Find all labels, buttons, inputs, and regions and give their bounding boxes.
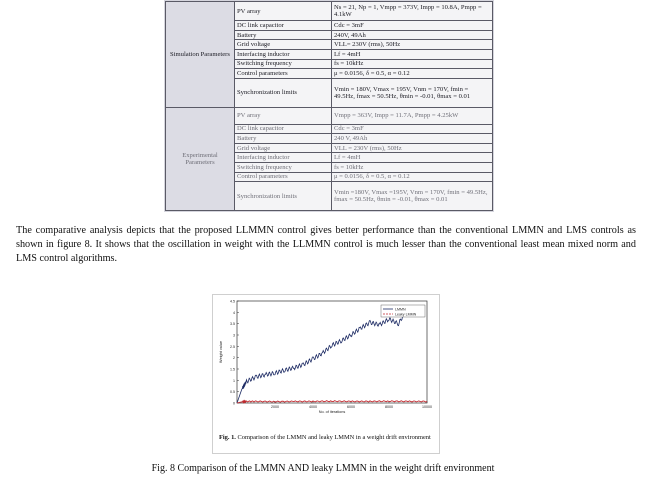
table-cell-value: Cdc = 3mF	[332, 124, 493, 134]
table-cell-value: Vmin = 180V, Vmax = 195V, Vnm = 170V, fmin = 49.5Hz, fmax = 50.5Hz, θmin = -0.01, θmax = 0.01	[332, 78, 493, 107]
y-tick-label: 1	[233, 378, 235, 383]
table-cell-value: 240V, 49Ah	[332, 30, 493, 40]
y-tick-label: 4.5	[230, 299, 235, 304]
body-paragraph: The comparative analysis depicts that the proposed LLMMN control gives better performance than the conventional LMMN and LMS controls as shown in figure 8. It shows that the oscillation in weight with the LLMMN control is much lesser than the conventional least mean mixed norm and LMS control algorithms.	[16, 225, 636, 265]
table-cell-label: Control parameters	[235, 172, 332, 182]
table-cell-label: Switching frequency	[235, 59, 332, 69]
table-group-label: Experimental Parameters	[166, 107, 235, 210]
table-cell-label: Synchronization limits	[235, 182, 332, 211]
table-cell-label: Grid voltage	[235, 143, 332, 153]
series-line-lmmn	[237, 307, 418, 403]
table-cell-value: Ns = 21, Np = 1, Vmpp = 373V, Impp = 10.8A, Pmpp = 4.1kW	[332, 2, 493, 21]
weight-drift-chart	[213, 295, 441, 435]
table-cell-label: Synchronization limits	[235, 78, 332, 107]
table-cell-label: Battery	[235, 30, 332, 40]
table-cell-value: VLL= 230V (rms), 50Hz	[332, 40, 493, 50]
legend-label: LMMN	[395, 307, 406, 312]
table-cell-value: μ = 0.0156, δ = 0.5, α = 0.12	[332, 172, 493, 182]
table-cell-label: Switching frequency	[235, 162, 332, 172]
table-cell-label: PV array	[235, 107, 332, 124]
table-row	[166, 2, 493, 21]
table-cell-value: Vmin =180V, Vmax =195V, Vnm = 170V, fmin = 49.5Hz, fmax = 50.5Hz, θmin = -0.01, θmax = 0.01	[332, 182, 493, 211]
table-cell-value: fs = 10kHz	[332, 162, 493, 172]
y-tick-label: 0.5	[230, 390, 235, 395]
y-tick-label: 1.5	[230, 367, 235, 372]
table-cell-value: fs = 10kHz	[332, 59, 493, 69]
y-tick-label: 3.5	[230, 322, 235, 327]
figure-caption: Fig. 8 Comparison of the LMMN AND leaky LMMN in the weight drift environment	[151, 463, 495, 474]
table-cell-value: VLL = 230V (rms), 50Hz	[332, 143, 493, 153]
x-tick-label: 6000	[347, 405, 355, 409]
table-cell-value: Lf = 4mH	[332, 153, 493, 163]
table-row	[166, 107, 493, 124]
y-tick-label: 2	[233, 356, 235, 361]
figure-inner-caption-label: Fig. 1.	[219, 434, 236, 441]
x-tick-label: 10000	[422, 405, 432, 409]
table-cell-value: Lf = 4mH	[332, 49, 493, 59]
table-cell-value: Vmpp = 363V, Impp = 11.7A, Pmpp = 4.25kW	[332, 107, 493, 124]
table-cell-label: Interfacing inductor	[235, 49, 332, 59]
table-cell-label: Interfacing inductor	[235, 153, 332, 163]
y-tick-label: 4	[233, 310, 235, 315]
table-cell-value: 240 V, 49Ah	[332, 134, 493, 144]
x-tick-label: 4000	[309, 405, 317, 409]
figure-inner-caption-text: Comparison of the LMMN and leaky LMMN in a weight drift environment	[237, 434, 431, 441]
table-cell-label: Battery	[235, 134, 332, 144]
y-tick-label: 3	[233, 333, 235, 338]
table-cell-value: Cdc = 3mF	[332, 21, 493, 31]
table-cell-label: Control parameters	[235, 69, 332, 79]
figure-panel	[212, 294, 440, 454]
parameters-table	[164, 0, 494, 212]
table-cell-label: PV array	[235, 2, 332, 21]
figure-inner-caption	[219, 434, 433, 441]
legend-label: Leaky LMMN	[395, 312, 417, 317]
table-cell-value: μ = 0.0156, δ = 0.5, α = 0.12	[332, 69, 493, 79]
y-tick-label: 0	[233, 401, 235, 406]
table-cell-label: DC link capacitor	[235, 21, 332, 31]
y-axis-label: Weight value	[219, 341, 223, 363]
table-cell-label: DC link capacitor	[235, 124, 332, 134]
x-axis-label: No. of iterations	[318, 410, 346, 414]
x-tick-label: 8000	[385, 405, 393, 409]
table-group-label: Simulation Parameters	[166, 2, 235, 108]
table-cell-label: Grid voltage	[235, 40, 332, 50]
x-tick-label: 2000	[271, 405, 279, 409]
y-tick-label: 2.5	[230, 344, 235, 349]
